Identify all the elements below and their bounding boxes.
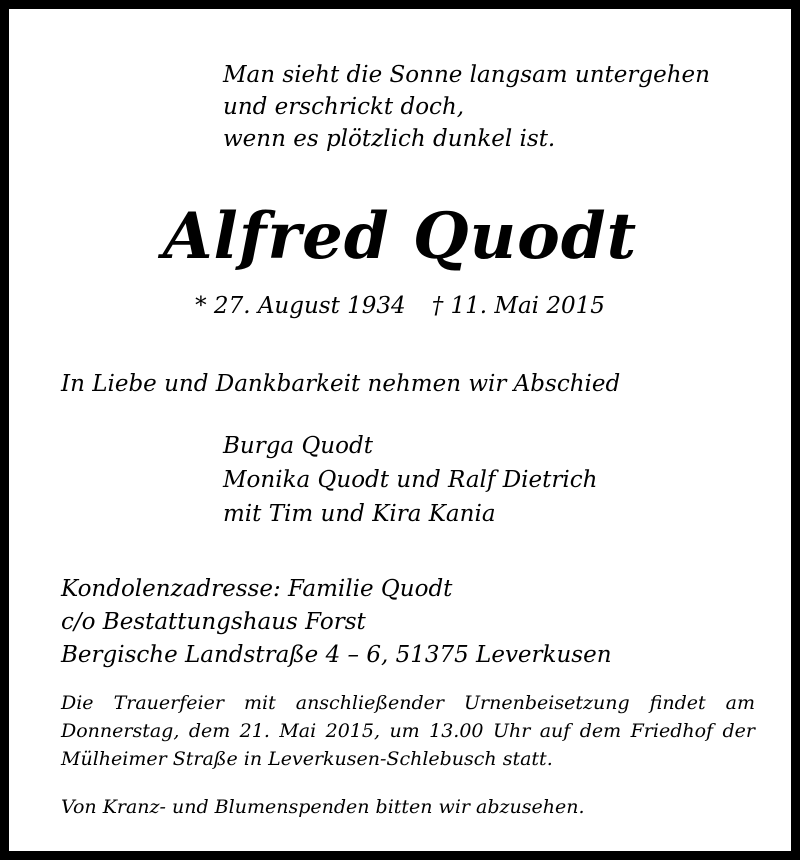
deceased-name: Alfred Quodt <box>162 199 638 274</box>
mourner-line: Monika Quodt und Ralf Dietrich <box>223 467 598 493</box>
mourner-line: mit Tim und Kira Kania <box>223 501 496 527</box>
motto-line: wenn es plötzlich dunkel ist. <box>223 126 556 152</box>
mourner-line: Burga Quodt <box>223 433 373 459</box>
mourners-list <box>223 429 597 531</box>
funeral-notice: Die Trauerfeier mit anschließender Urnenbeisetzung findet am Donnerstag, dem 21. Mai 2015, um 13.00 Uhr auf dem Friedhof der Mülheimer Straße in Leverkusen-Schlebusch statt. <box>61 692 755 770</box>
birth-date: * 27. August 1934 <box>195 293 406 319</box>
death-date: † 11. Mai 2015 <box>431 293 605 319</box>
flower-request: Von Kranz- und Blumenspenden bitten wir abzusehen. <box>61 796 585 818</box>
motto-verse <box>223 59 710 155</box>
motto-line: Man sieht die Sonne langsam untergehen <box>223 62 710 88</box>
address-line: Kondolenzadresse: Familie Quodt <box>61 576 453 602</box>
address-line: c/o Bestattungshaus Forst <box>61 609 366 635</box>
condolence-address <box>61 573 612 672</box>
life-dates <box>9 293 791 319</box>
farewell-line: In Liebe und Dankbarkeit nehmen wir Abschied <box>61 371 621 397</box>
motto-line: und erschrickt doch, <box>223 94 465 120</box>
address-line: Bergische Landstraße 4 – 6, 51375 Leverkusen <box>61 642 612 668</box>
